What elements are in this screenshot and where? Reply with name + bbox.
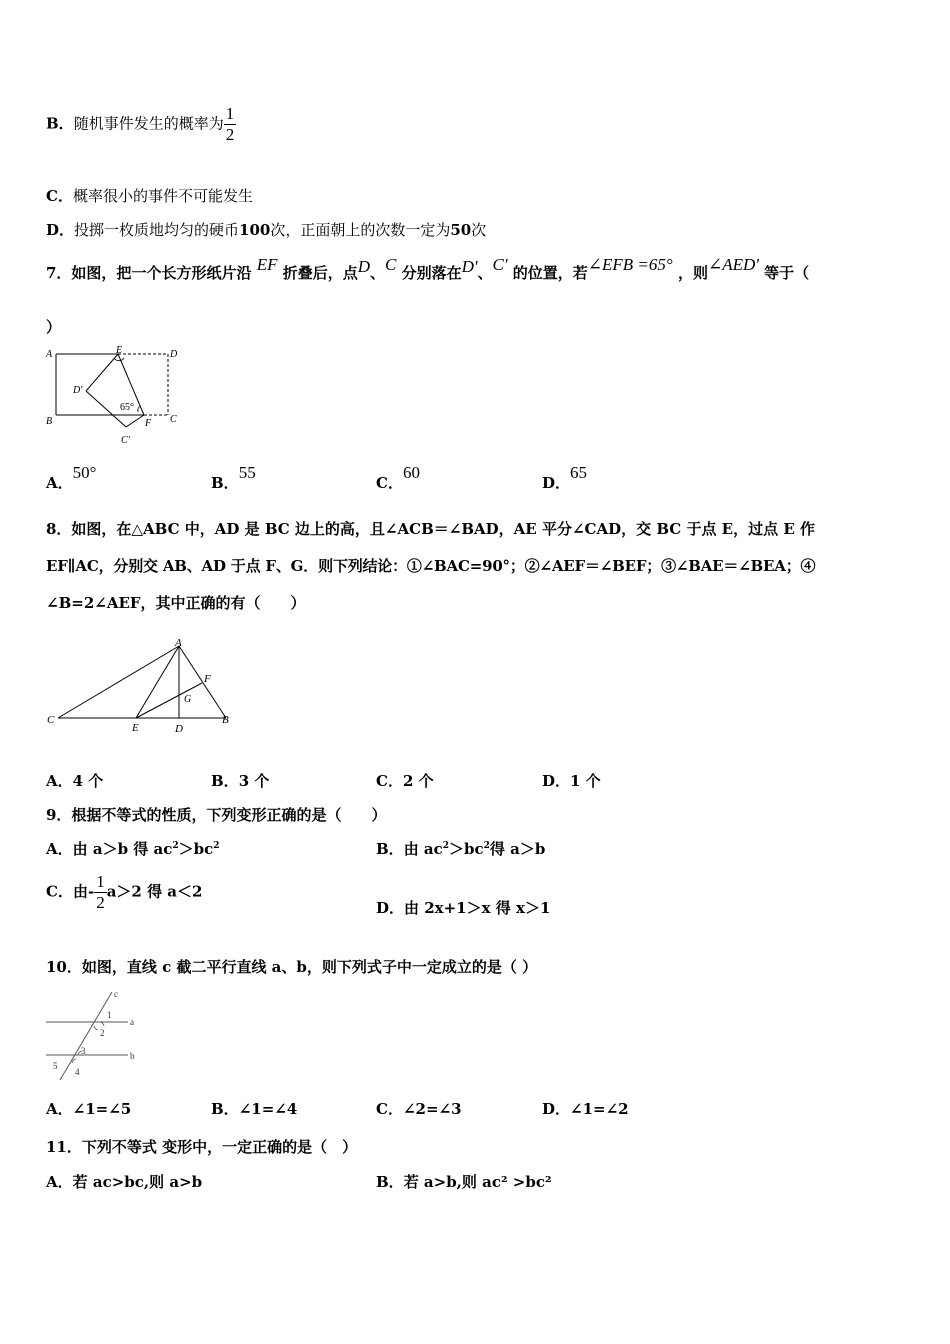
label-e: E <box>116 345 123 356</box>
q10-stem: 10．如图，直线 c 截二平行直线 a、b，则下列式子中一定成立的是（ ） <box>46 958 538 976</box>
option-label: B． <box>46 114 74 133</box>
q10-figure <box>44 986 140 1082</box>
label-a: A <box>46 349 53 360</box>
segment-ab <box>179 646 226 718</box>
label-b: b <box>130 1051 135 1061</box>
fraction-one-half: $\frac{1}{2}$ <box>225 104 235 144</box>
label-e: E <box>132 722 139 734</box>
q8-option-d: D．1 个 <box>542 772 601 790</box>
q10-option-c: C．∠2=∠3 <box>376 1100 462 1118</box>
q11-option-a: A．若 ac>bc,则 a>b <box>46 1173 203 1191</box>
label-a: a <box>130 1017 134 1027</box>
angle-mark-2 <box>94 1026 98 1030</box>
label-d: D <box>175 723 183 735</box>
q7-figure <box>44 344 184 448</box>
q8-stem-line3: ∠B=2∠AEF，其中正确的有（ ） <box>46 594 306 612</box>
edge-edp <box>86 354 118 391</box>
option-text: 概率很小的事件不可能发生 <box>72 187 253 205</box>
label-1: 1 <box>107 1010 112 1020</box>
q6-option-b <box>46 104 236 145</box>
label-a: A <box>175 637 182 649</box>
edge-cpf <box>126 415 144 427</box>
q10-option-d: D．∠1=∠2 <box>542 1100 629 1118</box>
q8-option-c: C．2 个 <box>376 772 434 790</box>
angle-mark-f <box>138 406 140 412</box>
angle-mark-1 <box>100 1022 104 1026</box>
q7-stem: 7．如图，把一个长方形纸片沿 EF 折叠后，点D、C 分别落在D'、C' 的位置，若∠EFB =65° ，则∠AED' 等于（ <box>46 255 810 282</box>
label-b: B <box>222 714 229 726</box>
q10-option-b: B．∠1=∠4 <box>211 1100 298 1118</box>
label-c: c <box>114 989 118 999</box>
label-angle-65: 65° <box>120 402 134 413</box>
label-5: 5 <box>53 1061 58 1071</box>
option-text: 随机事件发生的概率为 <box>73 114 224 133</box>
q7-option-c: C．60 <box>376 463 420 492</box>
q9-option-d: D．由 2x+1＞x 得 x＞1 <box>376 899 551 917</box>
label-b: B <box>46 416 53 427</box>
q8-option-b: B．3 个 <box>211 772 270 790</box>
label-c: C <box>47 714 55 726</box>
q6-option-d: D．投掷一枚质地均匀的硬币100次，正面朝上的次数一定为50次 <box>46 221 487 239</box>
label-g: G <box>184 694 192 705</box>
segment-ca <box>58 646 179 718</box>
q8-option-a: A．4 个 <box>46 772 104 790</box>
q7-option-d: D．65 <box>542 463 588 492</box>
q6-option-c <box>46 185 253 206</box>
q8-stem-line2: EF∥AC，分别交 AB、AD 于点 F、G．则下列结论：①∠BAC=90°；②∠AEF＝∠BEF；③∠BAE＝∠BEA；④ <box>46 557 816 575</box>
label-f: F <box>204 673 211 685</box>
label-f: F <box>145 418 152 429</box>
label-d: D <box>170 349 178 360</box>
q9-option-a: A．由 a＞b 得 $ac^2>bc^2$ <box>46 840 220 858</box>
label-cprime: C' <box>121 435 130 446</box>
label-3: 3 <box>81 1046 86 1056</box>
option-label: C． <box>46 187 73 205</box>
fraction-one-half: $\frac{1}{2}$ <box>96 872 105 912</box>
q7-close-paren: ） <box>46 318 62 336</box>
q11-stem: 11．下列不等式 变形中，一定正确的是（ ） <box>46 1138 358 1156</box>
q10-option-a: A．∠1=∠5 <box>46 1100 132 1118</box>
q7-option-a: A．50° <box>46 463 97 492</box>
q8-figure <box>44 636 240 740</box>
q11-option-b: B．若 a>b,则 ac² >bc² <box>376 1173 552 1191</box>
label-2: 2 <box>100 1028 105 1038</box>
q9-stem: 9．根据不等式的性质，下列变形正确的是（ ） <box>46 806 387 824</box>
angle-mark-e <box>114 358 124 361</box>
q8-stem-line1: 8．如图，在△ABC 中，AD 是 BC 边上的高，且∠ACB＝∠BAD，AE 平分∠CAD，交 BC 于点 E，过点 E 作 <box>46 520 815 538</box>
option-label: D． <box>46 221 75 239</box>
q9-option-c: C．由- $\frac{1}{2}$ a＞2 得 a＜2 <box>46 872 203 912</box>
q7-option-b: B．55 <box>211 463 256 492</box>
label-dprime: D' <box>73 385 83 396</box>
label-4: 4 <box>75 1067 80 1077</box>
segment-ae <box>136 646 179 718</box>
q9-option-b: B．由 $ac^2>bc^2$得 a＞b <box>376 840 546 858</box>
label-c: C <box>170 414 177 425</box>
